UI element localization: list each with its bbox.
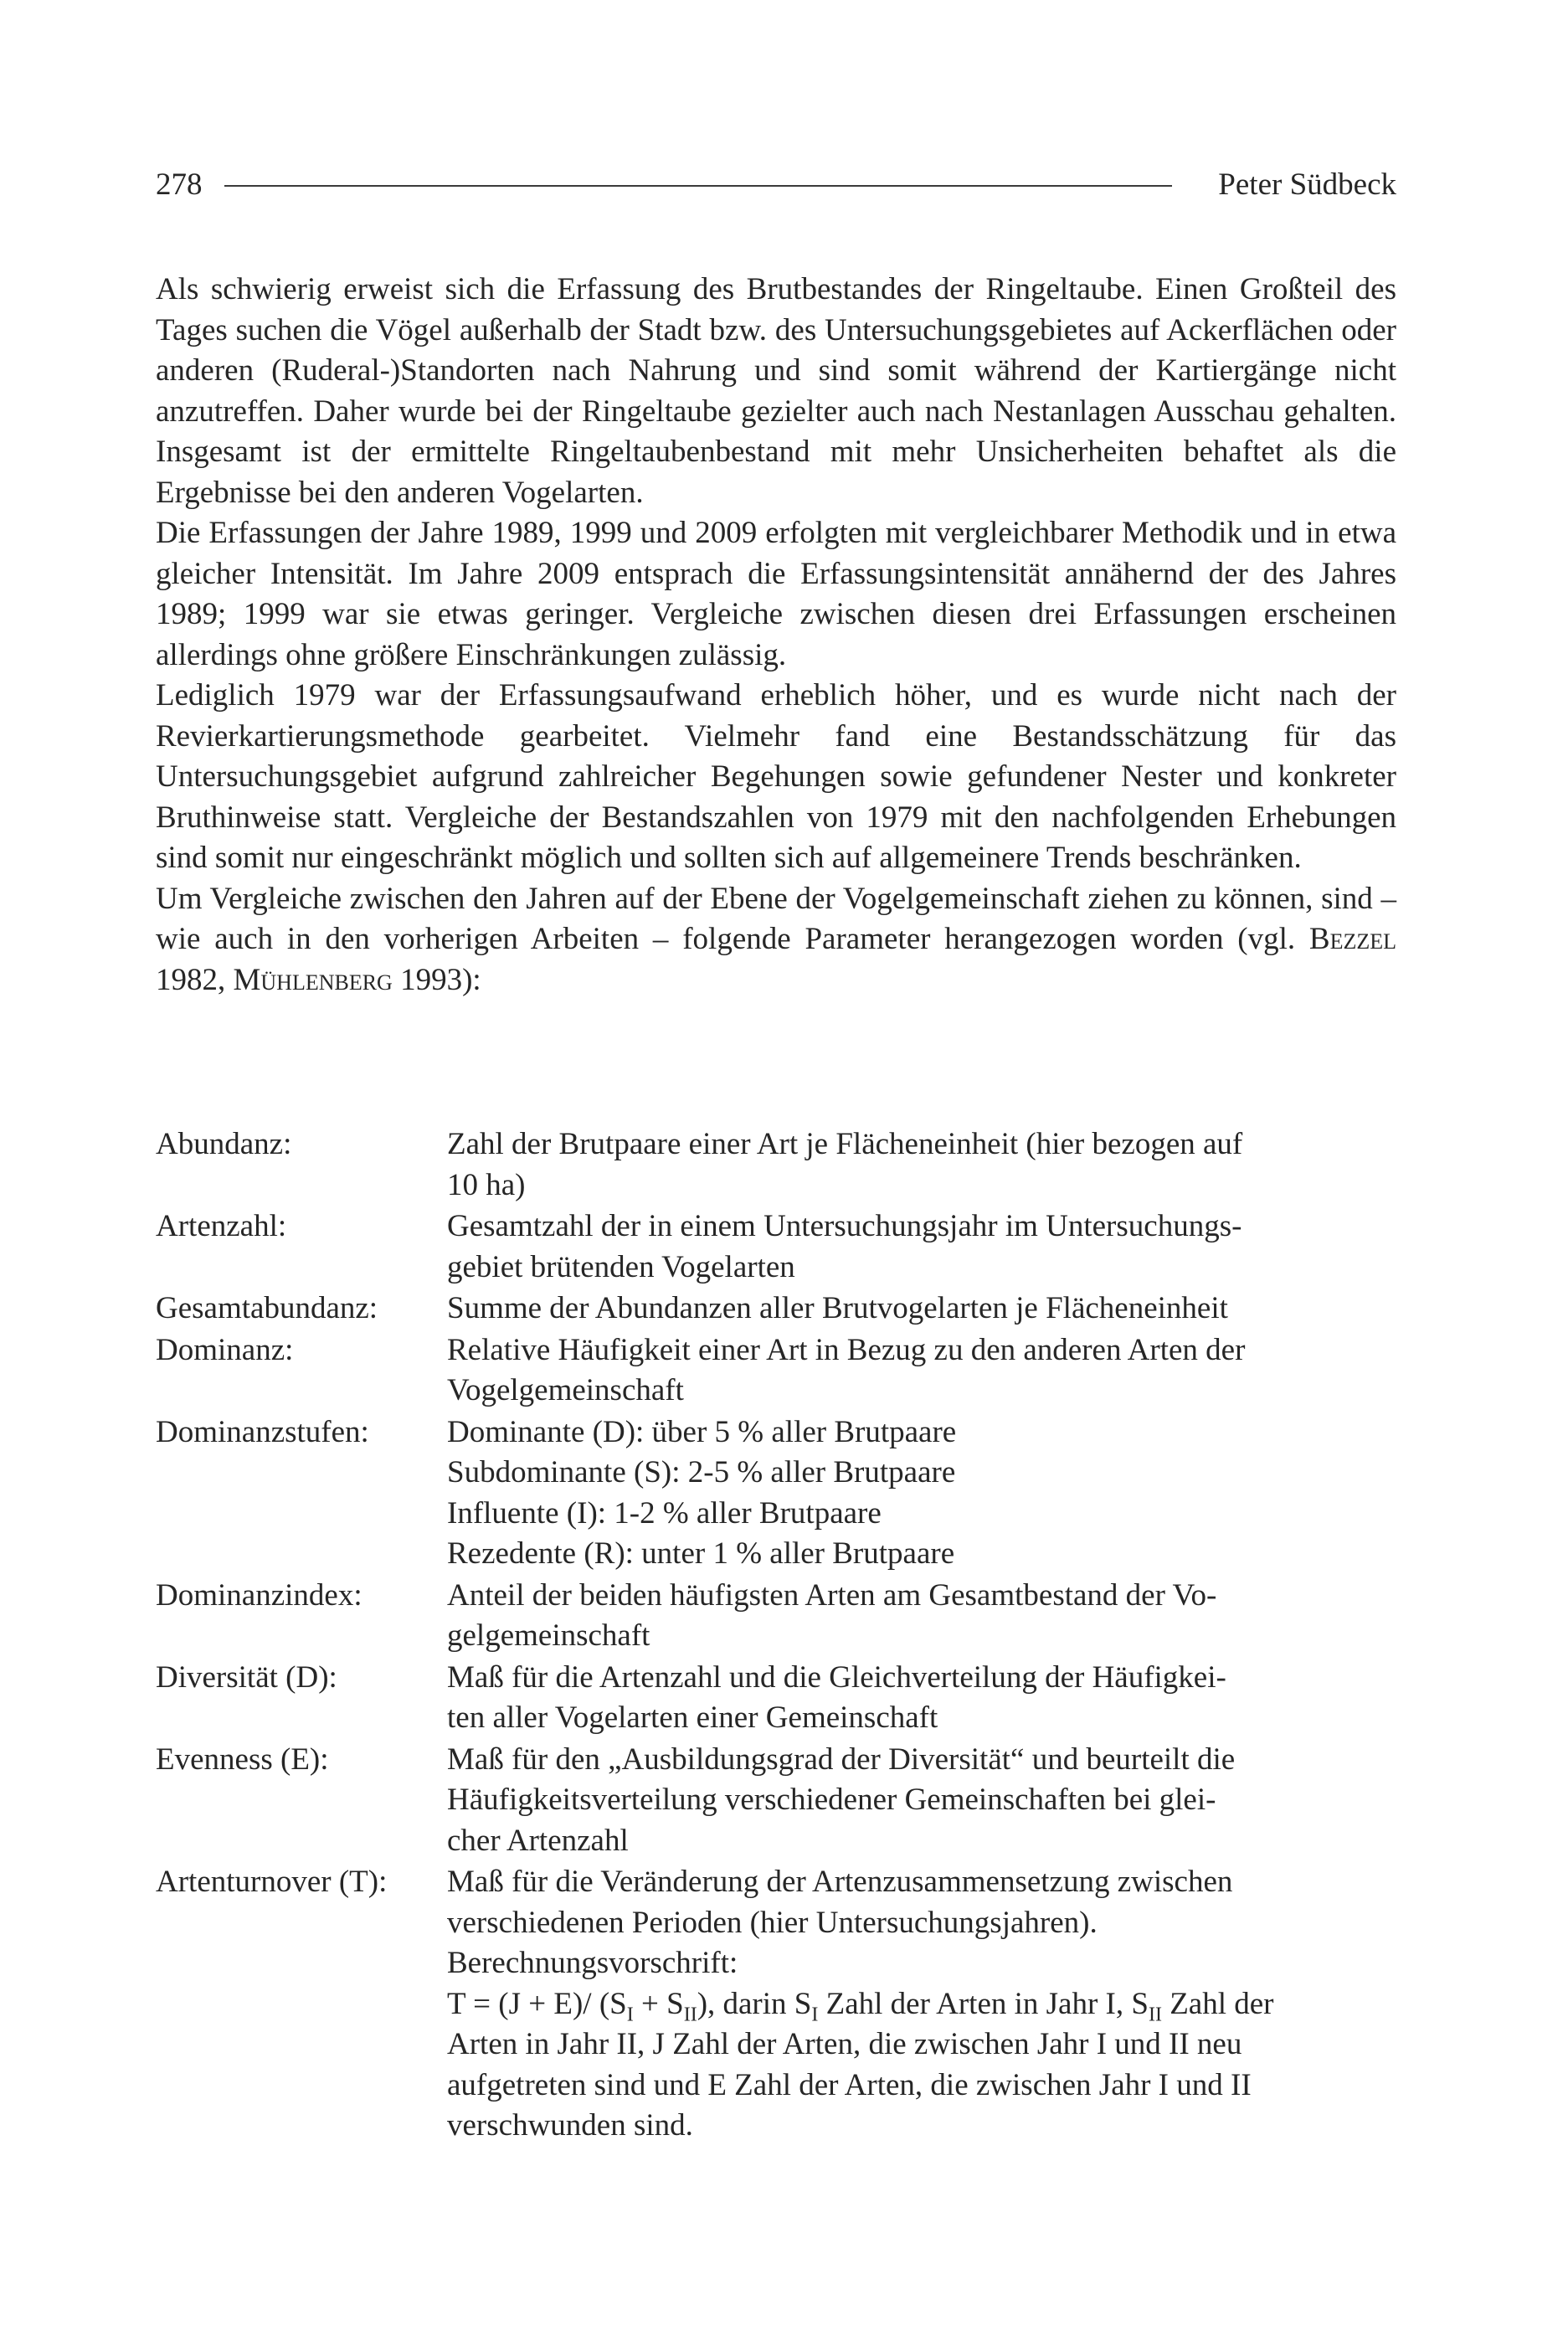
description-line: Maß für die Artenzahl und die Gleichverteilung der Häufigkei- [447,1659,1226,1695]
definition-description [447,1862,1396,2147]
description-line: Anteil der beiden häufigsten Arten am Gesamtbestand der Vo- [447,1577,1217,1613]
paragraph-parameter-intro [156,879,1396,1001]
running-head: Peter Südbeck [1218,167,1396,202]
definition-artenturnover [156,1862,1396,2147]
page-number: 278 [156,167,203,202]
formula-line: verschwunden sind. [447,2108,693,2143]
definition-description [447,1658,1396,1739]
intro-text: Um Vergleiche zwischen den Jahren auf der Ebene der Vogelgemeinschaft ziehen zu können, sind – wie auch in den vorherigen Arbeiten – folgende Parameter herangezogen worden (vgl. [156,881,1396,956]
paragraph-erfassungen: Die Erfassungen der Jahre 1989, 1999 und 2009 erfolgten mit vergleichbarer Methodik und in etwa gleicher Intensität. Im Jahre 2009 entsprach die Erfassungsintensität annähernd der des Jahres 1989; 1999 war sie etwas geringer. Vergleiche zwischen diesen drei Erfassungen erscheinen allerdings ohne größere Einschränkungen zulässig. [156,516,1396,672]
formula-text: Zahl der Arten in Jahr I, S [818,1986,1149,2021]
definition-dominanzstufen [156,1412,1396,1575]
definition-evenness [156,1740,1396,1862]
formula-text: Zahl der [1161,1986,1274,2021]
description-line: gelgemeinschaft [447,1618,650,1653]
formula-subscript: II [1148,2003,1162,2025]
definition-term: Dominanzindex: [156,1577,362,1613]
formula-line [447,1984,1396,2025]
description-line: Relative Häufigkeit einer Art in Bezug zu den anderen Arten der [447,1332,1246,1367]
description-line: Influente (I): 1-2 % aller Brutpaare [447,1495,882,1531]
description-line: Maß für den „Ausbildungsgrad der Diversität“ und beurteilt die [447,1741,1236,1777]
citation-bezzel: Bezzel [1308,922,1396,956]
definition-description [447,1576,1396,1657]
description-line: ten aller Vogelarten einer Gemeinschaft [447,1700,938,1735]
definition-list [156,1124,1396,2147]
description-line: Maß für die Veränderung der Artenzusammensetzung zwischen [447,1865,1233,1899]
description-line: Dominante (D): über 5 % aller Brutpaare [447,1414,957,1449]
definition-term: Gesamtabundanz: [156,1291,378,1325]
description-line: Summe der Abundanzen aller Brutvogelarten je Flächeneinheit [447,1291,1228,1325]
definition-description [447,1330,1396,1412]
description-line: Vogelgemeinschaft [447,1373,684,1407]
description-line: cher Artenzahl [447,1823,629,1858]
paragraph-ringeltaube: Als schwierig erweist sich die Erfassung des Brutbestandes der Ringeltaube. Einen Großteil des Tages suchen die Vögel außerhalb der Stadt bzw. des Untersuchungsgebietes auf Ackerflächen oder anderen (Ruderal-)Standorten nach Nahrung und sind somit während der Kartiergänge nicht anzutreffen. Daher wurde bei der Ringeltaube gezielter auch nach Nestanlagen Ausschau gehalten. Insgesamt ist der ermittelte Ringeltaubenbestand mit mehr Unsicherheiten behaftet als die Ergebnisse bei den anderen Vogelarten. [156,272,1396,510]
description-line: gebiet brütenden Vogelarten [447,1249,795,1284]
description-line: Zahl der Brutpaare einer Art je Flächeneinheit (hier bezogen auf [447,1127,1243,1161]
description-line: Subdominante (S): 2-5 % aller Brutpaare [447,1455,956,1489]
paragraph-1979: Lediglich 1979 war der Erfassungsaufwand erheblich höher, und es wurde nicht nach der Revierkartierungsmethode gearbeitet. Vielmehr fand eine Bestandsschätzung für das Untersuchungsgebiet aufgrund zahlreicher Begehungen sowie gefundener Nester und konkreter Bruthinweise statt. Vergleiche der Bestandszahlen von 1979 mit den nachfolgenden Erhebungen sind somit nur eingeschränkt möglich und sollten sich auf allgemeinere Trends beschränken. [156,678,1396,875]
definition-dominanzindex [156,1576,1396,1657]
description-line: Häufigkeitsverteilung verschiedener Gemeinschaften bei glei- [447,1783,1216,1817]
description-line: verschiedenen Perioden (hier Untersuchungsjahren). [447,1905,1098,1940]
description-line: Gesamtzahl der in einem Untersuchungsjahr im Untersuchungs- [447,1209,1242,1243]
formula-line: aufgetreten sind und E Zahl der Arten, die zwischen Jahr I und II [447,2067,1252,2102]
definition-description [447,1412,1396,1575]
definition-term: Evenness (E): [156,1741,329,1777]
description-line: 10 ha) [447,1167,526,1202]
definition-term: Artenturnover (T): [156,1865,388,1899]
definition-description [447,1289,1396,1330]
header-rule [224,185,1172,187]
page-header [156,164,1396,206]
definition-term: Artenzahl: [156,1209,287,1243]
definition-diversitaet [156,1658,1396,1739]
formula-text: + S [633,1986,684,2021]
definition-term: Dominanz: [156,1332,294,1367]
citation-muehlenberg-year: 1993): [392,962,481,997]
definition-term: Dominanzstufen: [156,1414,369,1449]
definition-term: Abundanz: [156,1127,292,1161]
definition-gesamtabundanz [156,1289,1396,1330]
citation-muehlenberg: Mühlenberg [233,962,393,997]
description-line: Rezedente (R): unter 1 % aller Brutpaare [447,1536,955,1571]
formula-subscript: I [626,2003,634,2025]
description-line: Berechnungsvorschrift: [447,1946,738,1980]
definition-description [447,1124,1396,1206]
formula-subscript: I [811,2003,819,2025]
definition-dominanz [156,1330,1396,1412]
definition-abundanz [156,1124,1396,1206]
citation-bezzel-year: 1982, [156,962,234,997]
body-text [156,270,1396,1001]
formula-text: ), darin S [697,1986,812,2021]
formula-text: T = (J + E)/ (S [447,1986,627,2021]
definition-term: Diversität (D): [156,1659,337,1695]
definition-description [447,1206,1396,1288]
formula-subscript: II [683,2003,697,2025]
definition-description [447,1740,1396,1862]
definition-artenzahl [156,1206,1396,1288]
formula-line: Arten in Jahr II, J Zahl der Arten, die zwischen Jahr I und II neu [447,2027,1242,2061]
